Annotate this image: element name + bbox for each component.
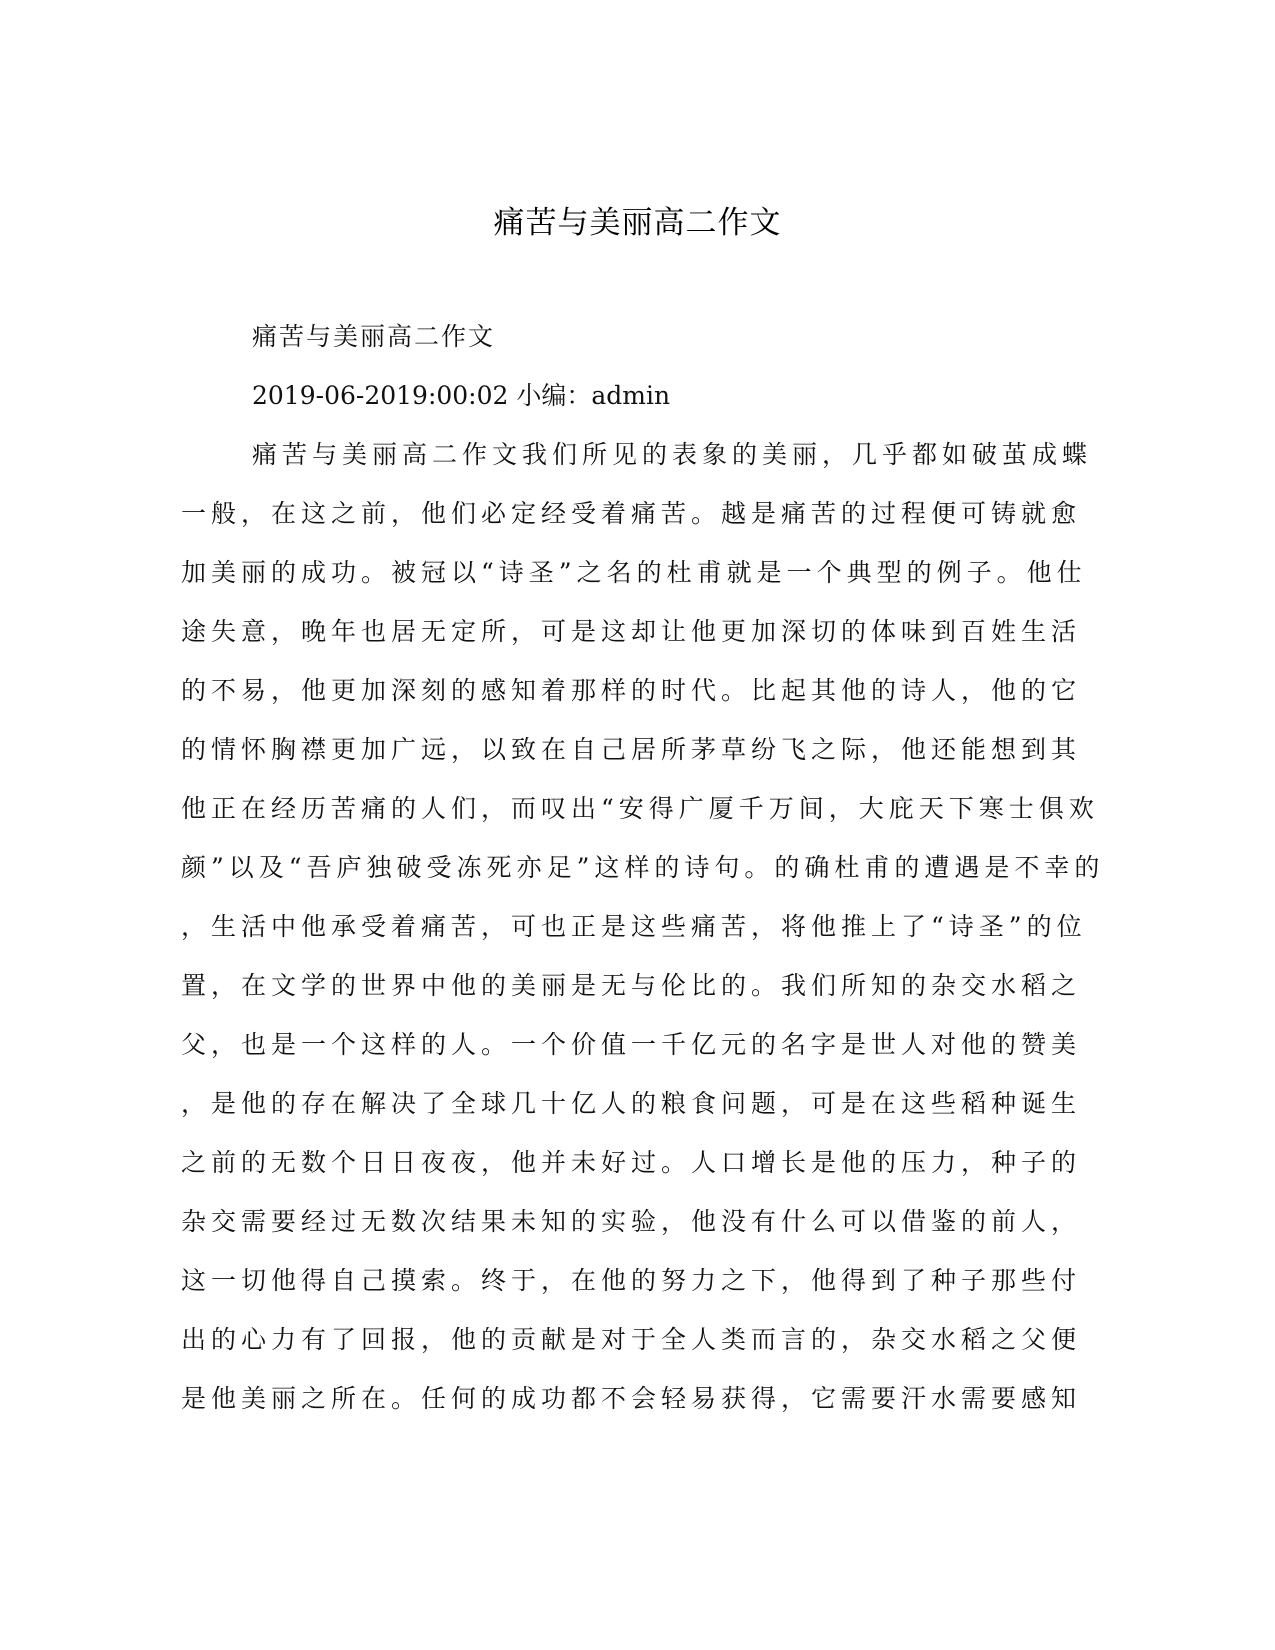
body-line: 置，在文学的世界中他的美丽是无与伦比的。我们所知的杂交水稻之 (181, 971, 1082, 1000)
body-line: ，生活中他承受着痛苦，可也正是这些痛苦，将他推上了“诗圣”的位 (181, 912, 1087, 941)
body-line: 加美丽的成功。被冠以“诗圣”之名的杜甫就是一个典型的例子。他仕 (181, 558, 1087, 587)
body-line: 出的心力有了回报，他的贡献是对于全人类而言的，杂交水稻之父便 (181, 1325, 1082, 1354)
body-line: 之前的无数个日日夜夜，他并未好过。人口增长是他的压力，种子的 (181, 1148, 1082, 1177)
body-line: 的不易，他更加深刻的感知着那样的时代。比起其他的诗人，他的它 (181, 676, 1082, 705)
document-title: 痛苦与美丽高二作文 (493, 205, 782, 241)
document-subtitle: 痛苦与美丽高二作文 (252, 322, 496, 351)
body-line: 杂交需要经过无数次结果未知的实验，他没有什么可以借鉴的前人， (181, 1207, 1082, 1236)
body-line: 颜”以及“吾庐独破受冻死亦足”这样的诗句。的确杜甫的遭遇是不幸的 (181, 853, 1105, 882)
document-meta: 2019-06-2019:00:02 小编：admin (252, 381, 671, 410)
body-line: 父，也是一个这样的人。一个价值一千亿元的名字是世人对他的赞美 (181, 1030, 1082, 1059)
body-line: 这一切他得自己摸索。终于，在他的努力之下，他得到了种子那些付 (181, 1266, 1082, 1295)
body-line: 是他美丽之所在。任何的成功都不会轻易获得，它需要汗水需要感知 (181, 1384, 1082, 1413)
body-line: 一般，在这之前，他们必定经受着痛苦。越是痛苦的过程便可铸就愈 (181, 499, 1082, 528)
body-line: ，是他的存在解决了全球几十亿人的粮食问题，可是在这些稻种诞生 (181, 1089, 1082, 1118)
body-line: 途失意，晚年也居无定所，可是这却让他更加深切的体味到百姓生活 (181, 617, 1082, 646)
document-body (181, 430, 1105, 1433)
body-line: 他正在经历苦痛的人们，而叹出“安得广厦千万间，大庇天下寒士俱欢 (181, 794, 1099, 823)
body-line: 痛苦与美丽高二作文我们所见的表象的美丽，几乎都如破茧成蝶 (252, 440, 1093, 469)
body-line: 的情怀胸襟更加广远，以致在自己居所茅草纷飞之际，他还能想到其 (181, 735, 1082, 764)
